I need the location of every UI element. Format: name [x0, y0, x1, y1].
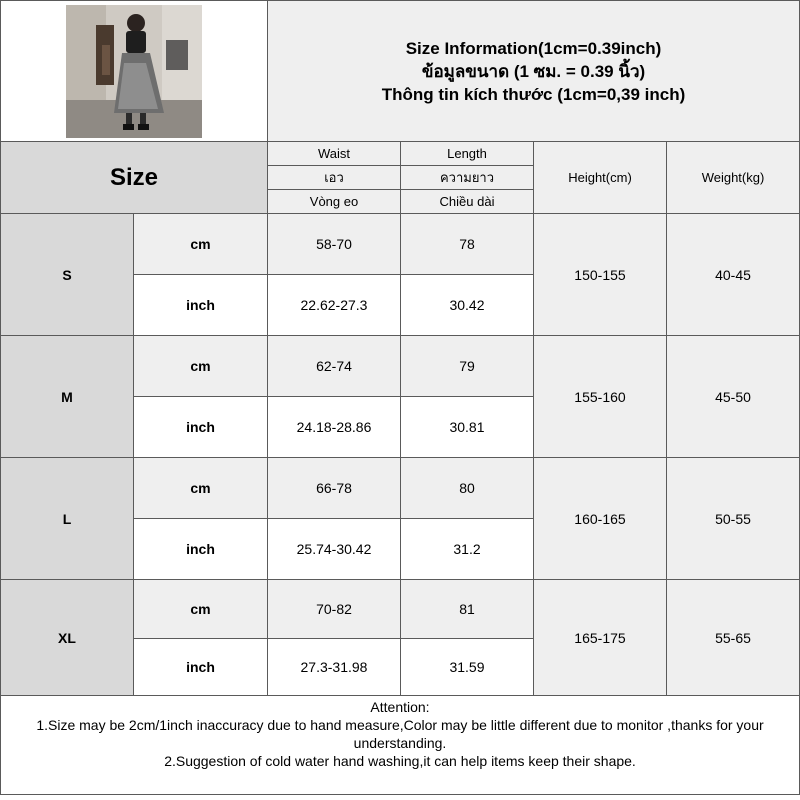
length-header-th: ความยาว: [400, 165, 534, 190]
unit-label-inch: inch: [133, 396, 268, 458]
waist-cm-s: 58-70: [267, 213, 401, 275]
attention-note: [0, 695, 800, 795]
info-line-th: ข้อมูลขนาด (1 ซม. = 0.39 นิ้ว): [421, 61, 646, 81]
unit-label-inch: inch: [133, 638, 268, 696]
unit-label-cm: cm: [133, 335, 268, 397]
attention-title: Attention:: [370, 699, 430, 715]
model-photo-image: [66, 5, 202, 138]
size-label-xl: XL: [0, 579, 134, 696]
height-xl: 165-175: [533, 579, 667, 696]
unit-label-cm: cm: [133, 213, 268, 275]
weight-xl: 55-65: [666, 579, 800, 696]
unit-label-cm: cm: [133, 457, 268, 519]
waist-inch-xl: 27.3-31.98: [267, 638, 401, 696]
waist-cm-l: 66-78: [267, 457, 401, 519]
waist-cm-xl: 70-82: [267, 579, 401, 639]
weight-l: 50-55: [666, 457, 800, 580]
size-label-s: S: [0, 213, 134, 336]
length-inch-s: 30.42: [400, 274, 534, 336]
length-cm-l: 80: [400, 457, 534, 519]
weight-m: 45-50: [666, 335, 800, 458]
attention-line-1: 1.Size may be 2cm/1inch inaccuracy due to hand measure,Color may be little different due to monitor ,thanks for your understanding.: [36, 717, 764, 751]
waist-cm-m: 62-74: [267, 335, 401, 397]
size-label-l: L: [0, 457, 134, 580]
length-inch-xl: 31.59: [400, 638, 534, 696]
size-information-header: [267, 0, 800, 142]
size-label-m: M: [0, 335, 134, 458]
waist-inch-l: 25.74-30.42: [267, 518, 401, 580]
length-header-en: Length: [400, 141, 534, 166]
attention-line-2: 2.Suggestion of cold water hand washing,it can help items keep their shape.: [164, 753, 636, 769]
height-s: 150-155: [533, 213, 667, 336]
unit-label-inch: inch: [133, 274, 268, 336]
length-cm-xl: 81: [400, 579, 534, 639]
waist-inch-s: 22.62-27.3: [267, 274, 401, 336]
info-line-en: Size Information(1cm=0.39inch): [405, 38, 662, 58]
waist-header-en: Waist: [267, 141, 401, 166]
height-header: Height(cm): [533, 141, 667, 214]
product-photo: [66, 5, 202, 138]
unit-label-inch: inch: [133, 518, 268, 580]
waist-inch-m: 24.18-28.86: [267, 396, 401, 458]
waist-header-vi: Vòng eo: [267, 189, 401, 214]
height-l: 160-165: [533, 457, 667, 580]
length-cm-s: 78: [400, 213, 534, 275]
weight-header: Weight(kg): [666, 141, 800, 214]
length-cm-m: 79: [400, 335, 534, 397]
length-header-vi: Chiều dài: [400, 189, 534, 214]
height-m: 155-160: [533, 335, 667, 458]
length-inch-m: 30.81: [400, 396, 534, 458]
weight-s: 40-45: [666, 213, 800, 336]
unit-label-cm: cm: [133, 579, 268, 639]
info-line-vi: Thông tin kích thước (1cm=0,39 inch): [381, 84, 686, 104]
length-inch-l: 31.2: [400, 518, 534, 580]
size-column-header: Size: [0, 141, 268, 214]
waist-header-th: เอว: [267, 165, 401, 190]
